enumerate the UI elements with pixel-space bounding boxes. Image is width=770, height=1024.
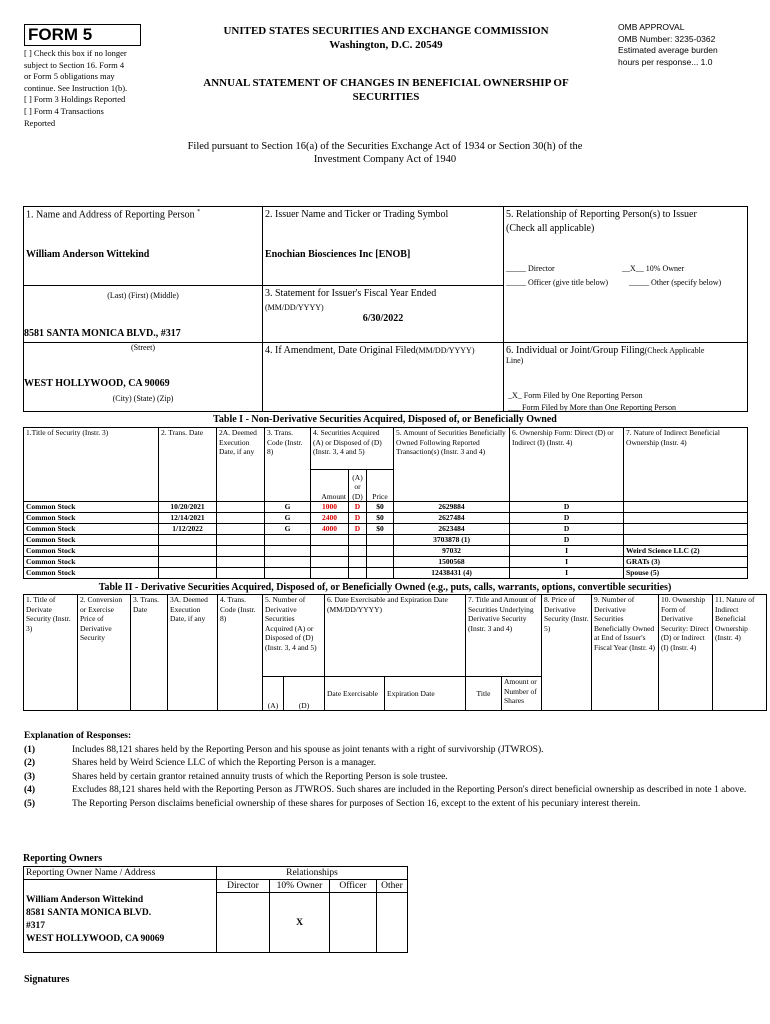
box5-relationship <box>503 206 748 343</box>
filed-pursuant <box>150 140 620 166</box>
box6-sub2: Line) <box>506 356 524 365</box>
cell-nature <box>624 502 748 513</box>
cell-code <box>265 568 311 579</box>
reporting-owners-heading: Reporting Owners <box>23 853 103 864</box>
cell-title: Common Stock <box>24 568 159 579</box>
officer-option[interactable]: _____ Officer (give title below) <box>506 278 609 287</box>
cell-amount: 1000 <box>311 502 349 513</box>
cell-price <box>367 535 394 546</box>
t1-col-code: 3. Trans. Code (Instr. 8) <box>265 428 311 502</box>
box4-amendment <box>262 342 504 412</box>
cell-title: Common Stock <box>24 546 159 557</box>
explanation-item <box>24 784 754 798</box>
group-option[interactable]: ___ Form Filed by More than One Reporting Person <box>508 403 676 412</box>
t1-col-title: 1.Title of Security (Instr. 3) <box>24 428 159 502</box>
box5-label: 5. Relationship of Reporting Person(s) to Issuer <box>506 209 697 220</box>
checkbox-line: Reported <box>24 117 56 128</box>
box3-fiscal-year <box>262 285 504 343</box>
box1-name <box>23 206 263 286</box>
cell-deemed <box>217 524 265 535</box>
explanation-text: Excludes 88,121 shares held with the Reporting Person as JTWROS. Such shares are included in the Reporting Person's direct beneficial ownership as described in note 1 above. <box>72 785 747 795</box>
agency-location: Washington, D.C. 20549 <box>329 39 443 51</box>
table2-title: Table II - Derivative Securities Acquired, Disposed of, or Beneficially Owned (e.g., puts, calls, warrants, options, convertible securities) <box>98 582 672 593</box>
cell-owned: 97032 <box>394 546 510 557</box>
t1-col-amount: Amount <box>311 470 349 502</box>
checkbox-line[interactable]: [ ] Check this box if no longer <box>24 48 127 58</box>
box4-label: 4. If Amendment, Date Original Filed(MM/DD/YYYY) <box>265 345 475 356</box>
street-label: (Street) <box>131 343 155 352</box>
cell-code: G <box>265 502 311 513</box>
cell-title: Common Stock <box>24 557 159 568</box>
cell-form: I <box>510 568 624 579</box>
checkbox-line[interactable]: [ ] Form 4 Transactions <box>24 105 104 116</box>
box2-label: 2. Issuer Name and Ticker or Trading Symbol <box>265 209 449 220</box>
reporting-person-name: William Anderson Wittekind <box>26 249 150 260</box>
table-row <box>24 557 748 568</box>
t2-col-code: 4. Trans. Code (Instr. 8) <box>218 595 263 711</box>
t2-col-sec-title: Title <box>466 677 502 711</box>
explanation-text: Shares held by Weird Science LLC of which the Reporting Person is a manager. <box>72 758 377 768</box>
cell-code <box>265 535 311 546</box>
cell-ad <box>349 557 367 568</box>
omb-line: OMB Number: 3235-0362 <box>618 33 716 44</box>
ro-col-relationships: Relationships <box>217 867 408 880</box>
cell-title: Common Stock <box>24 502 159 513</box>
cell-price <box>367 546 394 557</box>
checkbox-line[interactable]: [ ] Form 3 Holdings Reported <box>24 94 126 105</box>
other-option[interactable]: _____ Other (specify below) <box>629 278 722 287</box>
reporting-person-street: 8581 SANTA MONICA BLVD., #317 <box>24 328 181 339</box>
cell-deemed <box>217 502 265 513</box>
cell-price <box>367 568 394 579</box>
explanation-item <box>24 757 754 771</box>
statement-title-line: ANNUAL STATEMENT OF CHANGES IN BENEFICIAL OWNERSHIP OF <box>203 77 569 89</box>
statement-title-line: SECURITIES <box>352 91 420 103</box>
explanation-text: The Reporting Person disclaims beneficial ownership of these shares for purposes of Section 16, except to the extent of his pecuniary interest therein. <box>72 798 641 809</box>
omb-line: hours per response... 1.0 <box>618 56 713 67</box>
reporting-owners-table <box>23 866 408 953</box>
cell-ad <box>349 535 367 546</box>
table-row <box>24 535 748 546</box>
box2-issuer <box>262 206 504 286</box>
cell-amount <box>311 546 349 557</box>
t2-col-exercisable: 6. Date Exercisable and Expiration Date (MM/DD/YYYY) <box>325 595 466 677</box>
box1-label: 1. Name and Address of Reporting Person * <box>26 209 201 221</box>
cell-ad <box>349 568 367 579</box>
omb-line: OMB APPROVAL <box>618 22 685 32</box>
box3-label: 3. Statement for Issuer's Fiscal Year Ended <box>265 288 437 299</box>
explanation-of-responses <box>24 730 754 811</box>
cell-ad <box>349 546 367 557</box>
explanation-number: (3) <box>24 771 36 782</box>
filed-line: Filed pursuant to Section 16(a) of the Securities Exchange Act of 1934 or Section 30(h) of the <box>187 141 583 152</box>
ro-line: William Anderson Wittekind <box>26 894 144 905</box>
ro-owner-address <box>24 893 217 953</box>
cell-form: D <box>510 535 624 546</box>
ro-col-officer: Officer <box>330 880 377 893</box>
t1-col-form: 6. Ownership Form: Direct (D) or Indirect (I) (Instr. 4) <box>510 428 624 502</box>
t2-col-deemed: 3A. Deemed Execution Date, if any <box>168 595 218 711</box>
cell-owned: 2627484 <box>394 513 510 524</box>
explanation-number: (2) <box>24 758 36 768</box>
ro-col-name: Reporting Owner Name / Address <box>24 867 217 880</box>
t1-col-owned: 5. Amount of Securities Beneficially Owned Following Reported Transaction(s) (Instr. 3 and 4) <box>394 428 510 502</box>
cell-deemed <box>217 535 265 546</box>
box5-sub: (Check all applicable) <box>506 223 595 234</box>
t1-col-ad: (A) or (D) <box>349 470 367 502</box>
cell-date <box>159 568 217 579</box>
cell-code: G <box>265 524 311 535</box>
t1-col-deemed: 2A. Deemed Execution Date, if any <box>217 428 265 502</box>
cell-ad: D <box>349 502 367 513</box>
signatures-heading: Signatures <box>24 974 70 985</box>
cell-nature: GRATs (3) <box>624 557 748 568</box>
cell-title: Common Stock <box>24 535 159 546</box>
cell-nature: Weird Science LLC (2) <box>624 546 748 557</box>
director-option[interactable]: _____ Director <box>506 264 555 273</box>
checkbox-line: subject to Section 16. Form 4 <box>24 59 125 70</box>
cell-amount <box>311 535 349 546</box>
t2-col-d: (D) <box>284 677 325 711</box>
table-row <box>24 568 748 579</box>
cell-price <box>367 557 394 568</box>
cell-date <box>159 557 217 568</box>
statement-title <box>180 76 592 104</box>
omb-line: Estimated average burden <box>618 45 718 55</box>
explanation-number: (4) <box>24 785 36 795</box>
cell-date <box>159 546 217 557</box>
cell-deemed <box>217 513 265 524</box>
t2-col-a: (A) <box>263 677 284 711</box>
explanation-item <box>24 798 754 812</box>
agency-title <box>180 24 592 52</box>
agency-name: UNITED STATES SECURITIES AND EXCHANGE COMMISSION <box>223 25 549 37</box>
reporting-person-city: WEST HOLLYWOOD, CA 90069 <box>24 378 170 389</box>
t2-col-number: 5. Number of Derivative Securities Acquired (A) or Disposed of (D) (Instr. 3, 4 and 5) <box>263 595 325 677</box>
t2-col-owned: 9. Number of Derivative Securities Beneficially Owned at End of Issuer's Fiscal Year (Instr. 4) <box>592 595 659 711</box>
cell-owned: 12438431 (4) <box>394 568 510 579</box>
cell-code: G <box>265 513 311 524</box>
cell-amount <box>311 568 349 579</box>
t1-col-nature: 7. Nature of Indirect Beneficial Ownership (Instr. 4) <box>624 428 748 502</box>
box1-address <box>23 285 263 343</box>
cell-owned: 2629884 <box>394 502 510 513</box>
cell-date: 12/14/2021 <box>159 513 217 524</box>
cell-date: 1/12/2022 <box>159 524 217 535</box>
ro-col-other: Other <box>377 880 408 893</box>
cell-nature: Spouse (5) <box>624 568 748 579</box>
cell-price: $0 <box>367 502 394 513</box>
t2-col-date: 3. Trans. Date <box>131 595 168 711</box>
table-row <box>24 546 748 557</box>
t1-col-price: Price <box>367 470 394 502</box>
explanation-text: Shares held by certain grantor retained annuity trusts of which the Reporting Person is sole trustee. <box>72 771 448 782</box>
cell-deemed <box>217 568 265 579</box>
cell-deemed <box>217 557 265 568</box>
cell-form: I <box>510 557 624 568</box>
explanation-item <box>24 771 754 785</box>
cell-title: Common Stock <box>24 524 159 535</box>
explanation-text: Includes 88,121 shares held by the Reporting Person and his spouse as joint tenants with a right of survivorship (JTWROS). <box>72 744 544 755</box>
name-parts-label: (Last) (First) (Middle) <box>107 291 179 300</box>
table-row <box>24 502 748 513</box>
box3-sub: (MM/DD/YYYY) <box>265 303 324 312</box>
t2-col-nature: 11. Nature of Indirect Beneficial Ownership (Instr. 4) <box>713 595 767 711</box>
checkbox-line: or Form 5 obligations may <box>24 71 115 82</box>
ro-line: 8581 SANTA MONICA BLVD. <box>26 907 152 918</box>
ten-percent-owner-option[interactable]: __X__ 10% Owner <box>622 264 685 273</box>
t2-col-underlying: 7. Title and Amount of Securities Underlying Derivative Security (Instr. 3 and 4) <box>466 595 542 677</box>
cell-amount <box>311 557 349 568</box>
t2-col-amount: Amount or Number of Shares <box>502 677 542 711</box>
cell-date: 10/20/2021 <box>159 502 217 513</box>
table1-title: Table I - Non-Derivative Securities Acquired, Disposed of, or Beneficially Owned <box>213 414 557 425</box>
explanation-item <box>24 744 754 758</box>
cell-amount: 2400 <box>311 513 349 524</box>
table-row <box>24 524 748 535</box>
form-checkbox-block <box>24 48 154 129</box>
box6-filing <box>503 342 748 412</box>
one-person-option[interactable]: _X_ Form Filed by One Reporting Person <box>508 391 643 400</box>
cell-ad: D <box>349 513 367 524</box>
t2-col-conversion: 2. Conversion or Exercise Price of Derivative Security <box>78 595 131 711</box>
cell-date <box>159 535 217 546</box>
cell-price: $0 <box>367 524 394 535</box>
t2-col-title: 1. Title of Derivate Security (Instr. 3) <box>24 595 78 711</box>
issuer-name: Enochian Biosciences Inc [ENOB] <box>265 249 411 260</box>
filed-line: Investment Company Act of 1940 <box>313 154 457 165</box>
table1 <box>23 427 748 579</box>
ro-ten-mark: X <box>270 893 330 953</box>
t1-col-acquired: 4. Securities Acquired (A) or Disposed of (D) (Instr. 3, 4 and 5) <box>311 428 394 470</box>
cell-form: I <box>510 546 624 557</box>
ro-col-director: Director <box>217 880 270 893</box>
box6-label: 6. Individual or Joint/Group Filing(Check Applicable <box>506 345 705 356</box>
cell-form: D <box>510 513 624 524</box>
cell-deemed <box>217 546 265 557</box>
cell-code <box>265 557 311 568</box>
t2-col-exp: Expiration Date <box>385 677 466 711</box>
cell-nature <box>624 535 748 546</box>
form-label: FORM 5 <box>24 24 141 46</box>
cell-form: D <box>510 524 624 535</box>
cell-owned: 3703878 (1) <box>394 535 510 546</box>
explanation-number: (5) <box>24 798 36 809</box>
ro-col-ten: 10% Owner <box>270 880 330 893</box>
ro-line: WEST HOLLYWOOD, CA 90069 <box>26 933 165 944</box>
cell-title: Common Stock <box>24 513 159 524</box>
cell-nature <box>624 513 748 524</box>
cell-amount: 4000 <box>311 524 349 535</box>
cell-price: $0 <box>367 513 394 524</box>
fiscal-year-date: 6/30/2022 <box>362 313 404 324</box>
cell-form: D <box>510 502 624 513</box>
city-label: (City) (State) (Zip) <box>112 394 174 403</box>
omb-approval <box>618 22 758 68</box>
checkbox-line: continue. See Instruction 1(b). <box>24 82 128 93</box>
t1-col-date: 2. Trans. Date <box>159 428 217 502</box>
box1-city <box>23 342 263 412</box>
cell-ad: D <box>349 524 367 535</box>
table-row <box>24 513 748 524</box>
cell-owned: 1500568 <box>394 557 510 568</box>
cell-owned: 2623484 <box>394 524 510 535</box>
t2-col-price: 8. Price of Derivative Security (Instr. 5) <box>542 595 592 711</box>
explanation-number: (1) <box>24 744 36 755</box>
ro-line: #317 <box>26 920 45 931</box>
t2-col-form: 10. Ownership Form of Derivative Security: Direct (D) or Indirect (I) (Instr. 4) <box>659 595 713 711</box>
cell-code <box>265 546 311 557</box>
cell-nature <box>624 524 748 535</box>
table2 <box>23 594 767 711</box>
t2-col-date-ex: Date Exercisable <box>325 677 385 711</box>
explanation-heading: Explanation of Responses: <box>24 731 132 741</box>
